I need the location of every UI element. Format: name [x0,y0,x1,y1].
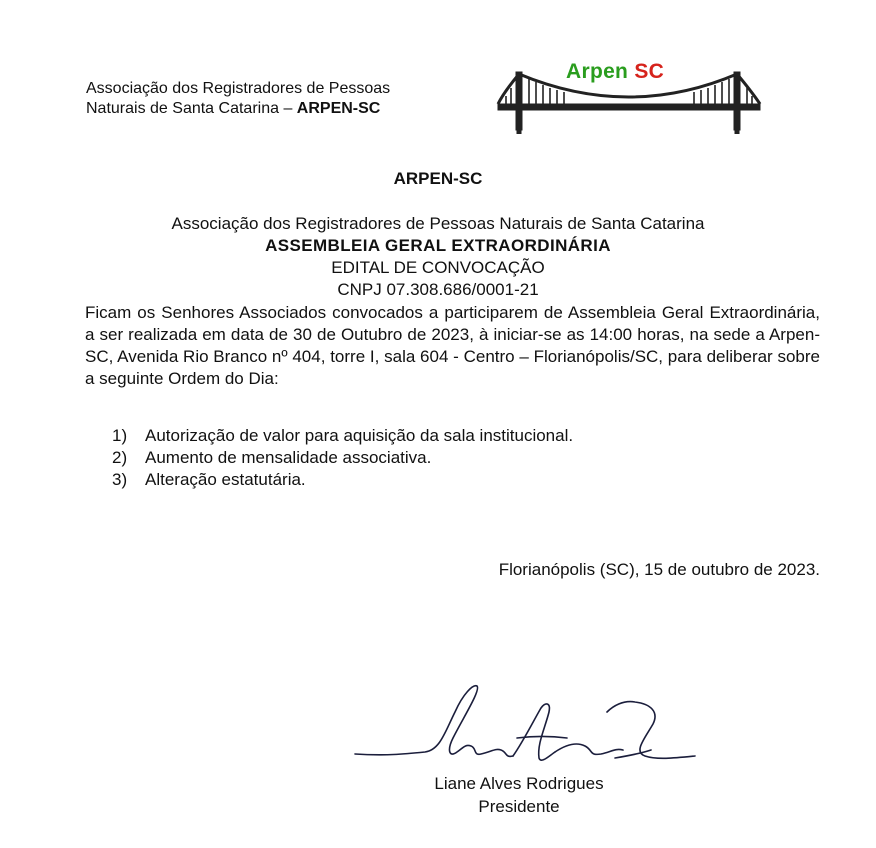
signer-role: Presidente [478,797,560,816]
org-acronym: ARPEN-SC [296,100,381,117]
date-line: Florianópolis (SC), 15 de outubro de 2023. [498,560,820,579]
convocation-paragraph: Ficam os Senhores Associados convocados a participarem de Assembleia Geral Extraordinária, a ser realizada em data de 30 de Outubro de 2023, à iniciar-se as 14:00 horas, na sede a Arpen-SC, Avenida Rio Branco nº 404, torre I, sala 604 - Centro – Florianópolis/SC, para deliberar sobre a seguinte Ordem do Dia: [85,303,820,388]
logo-word-arpen: Arpen [566,60,629,83]
assembly-title: ASSEMBLEIA GERAL EXTRAORDINÁRIA [265,236,611,255]
list-item [112,469,573,491]
notice-heading [0,213,876,301]
org-name-line2 [86,99,390,119]
organization-header [86,79,390,119]
list-item-number: 1) [112,426,128,445]
arpen-sc-logo [494,58,764,140]
list-item-text: Alteração estatutária. [145,470,306,489]
org-name-line2-text: Naturais de Santa Catarina – [86,100,293,117]
agenda-list [112,425,573,491]
list-item-text: Autorização de valor para aquisição da sala institucional. [145,426,574,445]
list-item-number: 3) [112,470,128,489]
list-item [112,447,573,469]
document-title: ARPEN-SC [393,169,483,188]
edital-title: EDITAL DE CONVOCAÇÃO [331,258,545,277]
cnpj-number: CNPJ 07.308.686/0001-21 [337,280,539,299]
signer-block [404,772,634,818]
list-item-number: 2) [112,448,128,467]
signer-name: Liane Alves Rodrigues [434,774,604,793]
logo-word-sc: SC [634,60,665,83]
list-item [112,425,573,447]
org-full-name: Associação dos Registradores de Pessoas Naturais de Santa Catarina [171,214,705,233]
list-item-text: Aumento de mensalidade associativa. [145,448,432,467]
logo-wordmark [566,60,664,84]
org-name-line1: Associação dos Registradores de Pessoas [86,80,391,97]
